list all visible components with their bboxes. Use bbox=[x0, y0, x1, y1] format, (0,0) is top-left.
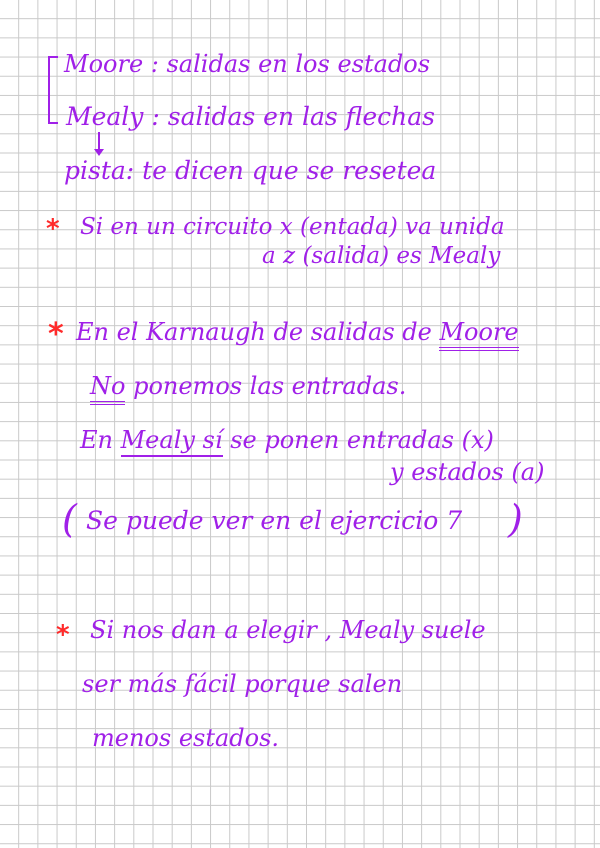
note2-line1 bbox=[76, 320, 519, 344]
note1-star-icon: * bbox=[46, 214, 60, 244]
pista-line: pista: te dicen que se resetea bbox=[64, 156, 437, 185]
note2-line2-text: ponemos las entradas. bbox=[125, 372, 407, 400]
note1-line2: a z (salida) es Mealy bbox=[262, 243, 501, 269]
note2-no-underlined: No bbox=[90, 372, 125, 405]
note3-star-icon: * bbox=[56, 620, 70, 650]
note2-close-paren: ) bbox=[508, 497, 523, 541]
note2-line3-text: se ponen entradas (x) bbox=[222, 426, 494, 454]
note2-star-icon: * bbox=[48, 317, 64, 352]
moore-mealy-bracket bbox=[48, 56, 58, 124]
pista-arrow-head-icon bbox=[94, 149, 104, 156]
note2-line4: y estados (a) bbox=[390, 458, 545, 486]
note1-line1: Si en un circuito x (entada) va unida bbox=[80, 214, 505, 240]
note2-moore-underlined: Moore bbox=[439, 318, 518, 351]
mealy-line: Mealy : salidas en las flechas bbox=[66, 102, 435, 131]
note3-line3: menos estados. bbox=[92, 724, 280, 752]
note2-open-paren: ( bbox=[62, 497, 77, 541]
moore-line: Moore : salidas en los estados bbox=[64, 50, 431, 78]
note3-line1: Si nos dan a elegir , Mealy suele bbox=[90, 616, 486, 644]
note2-line1-text: En el Karnaugh de salidas de bbox=[76, 318, 440, 346]
note2-en-text: En bbox=[80, 426, 121, 454]
pista-arrow-line bbox=[98, 132, 100, 150]
note2-line2 bbox=[90, 374, 406, 398]
note2-line3 bbox=[80, 428, 494, 452]
note2-mealy-underlined: Mealy sí bbox=[121, 426, 223, 457]
note2-line5: Se puede ver en el ejercicio 7 bbox=[86, 506, 463, 535]
note3-line2: ser más fácil porque salen bbox=[82, 670, 403, 698]
